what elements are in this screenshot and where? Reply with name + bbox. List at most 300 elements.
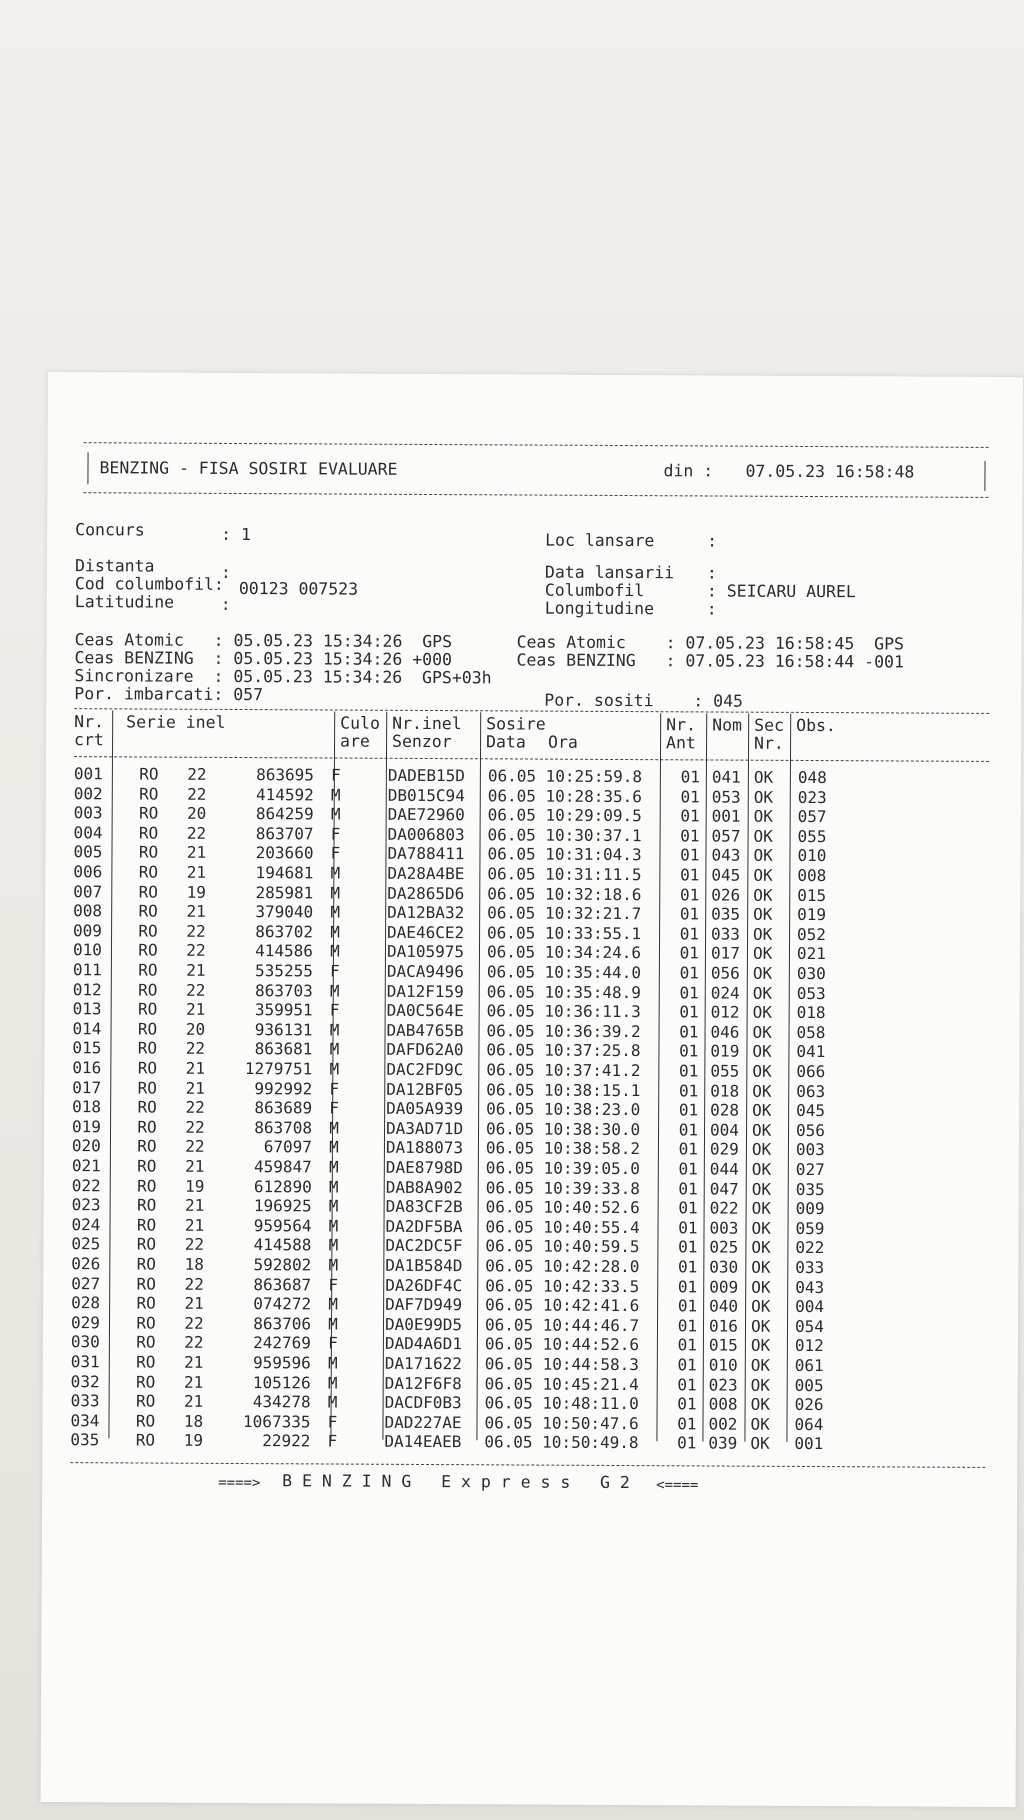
cell-ant: 01 [679,924,700,944]
report-date-label: din : [663,461,714,481]
cell-an: 21 [186,960,206,980]
cell-sec: OK [753,806,773,826]
cell-nom: 035 [711,904,741,924]
cell-sen: DA188073 [385,1138,464,1158]
cell-nom: 012 [710,1002,740,1022]
cell-sx: F [331,765,341,785]
cell-sec: OK [751,1218,771,1238]
cell-sec: OK [753,787,774,807]
footer-left-arrow: ====> [218,1474,261,1492]
cell-nom: 018 [710,1081,740,1101]
cell-inel: 863703 [254,980,313,1000]
cell-dt: 06.05 10:40:55.4 [485,1217,640,1237]
cell-nom: 030 [709,1257,739,1277]
cell-ant: 01 [679,963,699,983]
cell-sen: DA3AD71D [385,1118,464,1138]
cell-sen: DA2865D6 [387,883,465,903]
cell-inel: 864259 [255,804,314,824]
cell-ro: RO [137,1176,157,1196]
cell-nom: 045 [711,865,741,885]
col-serie-header: Serie inel [126,712,226,732]
cell-inel: 959564 [253,1215,312,1236]
cell-dt: 06.05 10:39:05.0 [485,1158,641,1179]
header-bottom-rule [83,492,988,498]
cell-sen: DA105975 [386,942,465,962]
cell-sen: DAE46CE2 [387,922,465,942]
cell-inel: 379040 [255,902,314,922]
cell-obs: 019 [797,905,827,925]
cell-nom: 002 [708,1414,738,1434]
cell-obs: 023 [797,787,827,807]
cell-ant: 01 [678,1218,698,1238]
cell-sec: OK [751,1140,772,1160]
cell-dt: 06.05 10:36:39.2 [486,1021,641,1041]
cell-sx: F [330,843,341,863]
cell-sec: OK [751,1179,772,1199]
cell-obs: 001 [794,1434,824,1454]
col-obs-header: Obs. [796,715,836,736]
cell-inel: 67097 [263,1137,312,1157]
cell-sx: F [327,1412,338,1432]
cell-dt: 06.05 10:42:28.0 [485,1256,640,1277]
cell-sec: OK [751,1120,772,1140]
cell-ant: 01 [680,786,700,807]
cell-nr: 012 [72,979,102,999]
printed-sheet [41,372,1023,1807]
cell-dt: 06.05 10:25:59.8 [487,766,643,787]
cell-sen: DA26DF4C [385,1275,463,1295]
col-nr-header: Nr. [74,712,105,732]
cell-an: 22 [185,1117,205,1137]
cell-inel: 105126 [252,1372,311,1392]
col-are-header: are [340,731,370,751]
cell-nr: 003 [73,803,103,823]
cell-nom: 033 [711,924,741,944]
cell-sec: OK [753,885,773,905]
cell-sen: DA12F159 [386,981,464,1001]
cell-dt: 06.05 10:31:04.3 [487,844,642,865]
cell-inel: 196925 [253,1196,312,1216]
col-secnr-header: Nr. [754,733,784,753]
cell-ro: RO [136,1293,156,1313]
cell-ant: 01 [677,1296,698,1316]
cell-nr: 025 [71,1234,101,1254]
cell-sec: OK [750,1336,771,1356]
cell-inel: 285981 [255,882,314,902]
cell-inel: 863687 [253,1274,312,1294]
cell-inel: 1067335 [243,1411,311,1432]
cell-sx: F [329,961,340,981]
cell-dt: 06.05 10:28:35.6 [487,785,642,806]
cell-obs: 004 [795,1297,825,1317]
cell-ro: RO [137,1078,157,1098]
cell-nr: 018 [72,1097,102,1117]
cell-inel: 359951 [254,1000,313,1020]
cell-inel: 535255 [255,961,313,981]
cell-nr: 021 [71,1156,101,1176]
cell-sec: OK [752,983,773,1003]
cell-sec: OK [752,1002,772,1022]
cell-dt: 06.05 10:44:52.6 [484,1334,640,1355]
cell-ro: RO [136,1352,156,1372]
cell-obs: 003 [795,1140,825,1160]
cell-ro: RO [138,921,158,941]
cell-nr: 009 [73,920,103,941]
cell-ant: 01 [679,1022,699,1042]
cell-obs: 052 [797,924,827,944]
cell-dt: 06.05 10:45:21.4 [484,1373,639,1394]
cell-sx: M [328,1196,339,1216]
cell-ant: 01 [680,767,700,787]
cell-nom: 004 [709,1120,739,1140]
cell-ro: RO [136,1254,157,1274]
cell-ro: RO [138,960,158,980]
col-ant-header: Ant [666,733,696,753]
cell-ant: 01 [680,865,700,885]
cell-sen: DAE72960 [387,804,465,825]
cell-sx: M [329,1020,340,1040]
cell-ant: 01 [678,1198,698,1218]
cell-ant: 01 [679,943,700,963]
cell-dt: 06.05 10:48:11.0 [484,1393,639,1414]
col-senzor-header: Senzor [392,731,452,752]
cell-inel: 194681 [255,863,314,883]
cell-sec: OK [753,865,773,885]
cell-sec: OK [752,963,773,983]
cell-an: 22 [184,1235,205,1255]
cell-sec: OK [750,1375,771,1395]
cell-dt: 06.05 10:39:33.8 [485,1177,640,1198]
cell-nom: 040 [709,1296,739,1316]
cell-dt: 06.05 10:42:41.6 [485,1295,640,1316]
cell-sen: DA05A939 [386,1098,464,1119]
cell-nom: 046 [710,1022,740,1042]
cell-sx: M [329,1059,340,1079]
cell-an: 22 [184,1274,204,1294]
cell-sen: DAE8798D [385,1157,463,1178]
cell-obs: 010 [797,846,827,866]
cell-dt: 06.05 10:44:46.7 [484,1315,640,1335]
cell-obs: 026 [794,1395,824,1415]
cell-ro: RO [136,1372,156,1392]
clock-line-4-left: Por. imbarcati: 057 [74,684,264,705]
cell-nr: 013 [72,999,102,1019]
cell-ro: RO [137,1136,157,1156]
cell-sec: OK [752,944,773,964]
columbofil-label: Columbofil [544,580,645,601]
cell-sx: M [327,1353,338,1373]
cell-sen: DAB4765B [386,1020,464,1040]
cell-dt: 06.05 10:44:58.3 [484,1354,639,1375]
cell-nr: 029 [70,1312,100,1333]
cell-inel: 242769 [253,1333,311,1353]
cell-obs: 061 [794,1355,824,1376]
cell-inel: 203660 [255,843,314,863]
cell-sec: OK [752,1081,772,1101]
loc-lansare-value: : [707,531,718,551]
cell-obs: 055 [797,826,827,846]
cell-nr: 023 [71,1195,101,1215]
cell-an: 20 [185,1019,206,1039]
cell-ant: 01 [679,1041,699,1061]
cell-nr: 035 [70,1430,100,1450]
cell-inel: 612890 [253,1176,312,1196]
header-left-bar [87,452,88,484]
cell-sec: OK [750,1394,770,1414]
cell-nom: 028 [710,1100,740,1120]
cell-nom: 008 [708,1394,738,1414]
cell-dt: 06.05 10:34:24.6 [486,942,642,963]
longitudine-label: Longitudine [544,598,655,619]
cell-ant: 01 [677,1335,697,1355]
latitudine-value: : [220,594,231,614]
cell-obs: 054 [794,1316,824,1336]
clock-line-2-right: Ceas BENZING : 07.05.23 16:58:44 -001 [516,650,904,672]
cell-inel: 414586 [255,941,314,961]
longitudine-value: : [706,599,717,619]
cell-inel: 863695 [256,765,314,785]
cell-ant: 01 [678,1080,699,1101]
cell-inel: 592802 [253,1255,312,1275]
cell-an: 22 [186,980,206,1000]
cell-ant: 01 [679,904,700,924]
cell-obs: 005 [794,1375,824,1395]
cell-nom: 009 [709,1277,739,1297]
cell-sec: OK [752,1061,772,1081]
cell-sen: DA12BF05 [386,1079,464,1099]
cell-obs: 066 [796,1061,826,1082]
cell-ant: 01 [679,1061,699,1081]
cell-ro: RO [136,1332,156,1352]
cell-sen: DA12F6F8 [384,1373,462,1393]
cell-sec: OK [753,767,774,787]
cell-obs: 058 [796,1022,826,1042]
cell-sx: M [330,941,340,961]
cell-an: 22 [185,1039,206,1059]
cell-an: 22 [184,1313,204,1333]
cell-inel: 863689 [254,1098,313,1118]
cell-inel: 863707 [255,823,314,844]
cell-sen: DA83CF2B [385,1196,463,1217]
cell-ro: RO [139,764,159,784]
cell-nr: 033 [70,1391,100,1411]
cell-nr: 014 [72,1018,102,1039]
cell-sx: M [328,1216,339,1236]
cell-obs: 063 [796,1081,826,1101]
cell-sec: OK [751,1159,772,1179]
cell-sec: OK [750,1414,770,1434]
cell-sx: M [329,1118,339,1138]
cell-sx: M [329,1137,339,1157]
cell-sx: F [327,1431,338,1451]
col-culo-header: Culo [340,713,380,733]
cell-ro: RO [136,1195,157,1215]
cell-nom: 003 [709,1218,739,1238]
cell-an: 21 [186,843,207,863]
cod-columbofil-label: Cod columbofil: [74,574,224,594]
cell-an: 18 [183,1411,204,1431]
cell-an: 18 [184,1254,205,1274]
cell-an: 21 [184,1372,204,1392]
cell-sx: F [329,1079,340,1099]
data-lansarii-label: Data lansarii [544,562,675,583]
cell-ro: RO [137,1058,158,1078]
col-nrant-header: Nr. [666,715,697,735]
cell-obs: 009 [795,1199,825,1219]
cell-nom: 029 [709,1139,739,1160]
cell-sen: DA14EAEB [384,1432,462,1452]
cell-dt: 06.05 10:50:49.8 [484,1432,639,1453]
cell-sen: DACDF0B3 [384,1392,462,1413]
cell-obs: 022 [795,1238,825,1258]
cell-inel: 434278 [252,1392,311,1412]
cell-ro: RO [138,823,159,843]
cell-nr: 005 [73,842,103,862]
cell-sx: M [329,1039,340,1059]
cell-an: 21 [185,1156,205,1176]
cell-nom: 026 [711,885,741,905]
cell-sx: M [327,1392,338,1412]
cell-sec: OK [751,1257,771,1277]
cell-dt: 06.05 10:50:47.6 [484,1413,639,1433]
cell-ant: 01 [678,1100,699,1120]
cell-ro: RO [138,940,158,960]
cell-obs: 021 [796,944,826,964]
cell-nom: 001 [711,806,741,826]
cell-sx: M [328,1255,339,1275]
footer-brand-text: B E N Z I N G E x p r e s s G 2 [282,1471,630,1493]
cell-sx: F [329,1098,340,1118]
cell-obs: 018 [796,1003,826,1023]
cell-an: 21 [184,1352,204,1372]
cell-inel: 074272 [253,1294,312,1314]
cell-an: 21 [184,1215,205,1235]
cell-ro: RO [136,1274,156,1294]
cell-dt: 06.05 10:30:37.1 [487,825,642,845]
cell-sec: OK [752,1100,772,1120]
cell-sec: OK [751,1277,771,1297]
cell-ro: RO [137,999,158,1019]
cell-inel: 414592 [255,784,314,804]
cell-sen: DAC2DC5F [385,1236,463,1256]
cell-ant: 01 [677,1276,698,1297]
loc-lansare-label: Loc lansare [545,530,655,551]
cell-an: 21 [183,1391,204,1412]
cell-nr: 004 [73,822,103,843]
col-crt-header: crt [74,730,104,750]
cell-an: 22 [187,784,207,804]
data-lansarii-value: : [706,563,717,583]
cell-inel: 863706 [253,1313,312,1334]
columns-bottom-rule [74,756,989,762]
cell-ro: RO [136,1215,157,1235]
cell-inel: 959596 [252,1353,311,1373]
col-sosire-header: Sosire [486,714,546,734]
cell-ro: RO [138,882,158,902]
cell-dt: 06.05 10:40:52.6 [485,1197,640,1218]
cell-sx: M [330,863,341,883]
cell-dt: 06.05 10:32:18.6 [487,883,642,904]
cell-sx: M [330,883,341,903]
clock-line-2-left: Ceas BENZING : 05.05.23 15:34:26 +000 [74,648,453,670]
cell-ant: 01 [680,806,700,826]
cell-nom: 019 [710,1041,740,1062]
cell-nom: 056 [710,963,740,983]
cell-ant: 01 [677,1355,697,1375]
cell-an: 22 [186,823,207,843]
cell-nr: 011 [72,960,102,980]
cell-inel: 414588 [253,1235,312,1255]
cell-sx: F [329,1000,340,1020]
cell-obs: 015 [797,885,827,905]
table-bottom-rule [70,1462,985,1468]
cell-dt: 06.05 10:33:55.1 [487,923,642,943]
cell-obs: 041 [796,1042,826,1062]
cell-nr: 026 [71,1254,101,1274]
cell-nom: 023 [708,1375,738,1395]
cell-obs: 008 [797,865,827,886]
cell-inel: 22922 [262,1431,311,1451]
cell-ant: 01 [677,1394,697,1414]
header-right-bar [984,461,985,491]
cell-dt: 06.05 10:31:11.5 [487,864,642,885]
footer-right-arrow: <==== [656,1477,699,1494]
cell-inel: 459847 [253,1157,312,1177]
cell-ro: RO [136,1313,156,1333]
cell-an: 19 [183,1431,204,1451]
cell-nr: 031 [70,1352,100,1372]
cell-dt: 06.05 10:38:15.1 [486,1079,641,1100]
cell-ro: RO [138,842,159,862]
cell-nr: 030 [70,1332,100,1352]
latitudine-label: Latitudine [74,592,175,612]
cell-inel: 863681 [254,1039,313,1059]
cell-ro: RO [137,1097,157,1117]
cell-obs: 030 [796,963,826,984]
cell-nom: 041 [711,767,741,787]
cell-sx: M [327,1373,338,1393]
clock-line-1-right: Ceas Atomic : 07.05.23 16:58:45 GPS [516,632,905,654]
cell-ant: 01 [678,1120,699,1140]
cell-nom: 025 [709,1237,739,1258]
cell-nr: 022 [71,1175,101,1195]
cell-sec: OK [752,1022,772,1042]
cell-an: 21 [185,999,206,1020]
cell-an: 22 [186,921,206,941]
cell-nr: 017 [72,1077,102,1097]
cell-ro: RO [137,1019,158,1039]
cell-an: 19 [186,882,206,902]
cell-ant: 01 [679,1002,699,1022]
cell-sx: F [328,1275,339,1295]
cell-ant: 01 [678,1257,698,1277]
cell-nom: 057 [711,826,741,846]
cell-ant: 01 [678,1139,698,1159]
cell-inel: 992992 [254,1078,313,1098]
cell-an: 22 [187,764,207,784]
cell-obs: 045 [796,1101,826,1121]
cell-an: 21 [186,901,206,922]
col-sec-header: Sec [754,715,785,735]
cell-sx: M [330,922,340,942]
cell-sec: OK [753,846,773,866]
cell-obs: 033 [795,1257,825,1278]
distanta-value: : [220,562,231,582]
report-title: BENZING - FISA SOSIRI EVALUARE [99,458,398,479]
cell-ant: 01 [680,845,700,865]
cell-ro: RO [139,784,159,804]
header-top-rule [84,442,989,448]
